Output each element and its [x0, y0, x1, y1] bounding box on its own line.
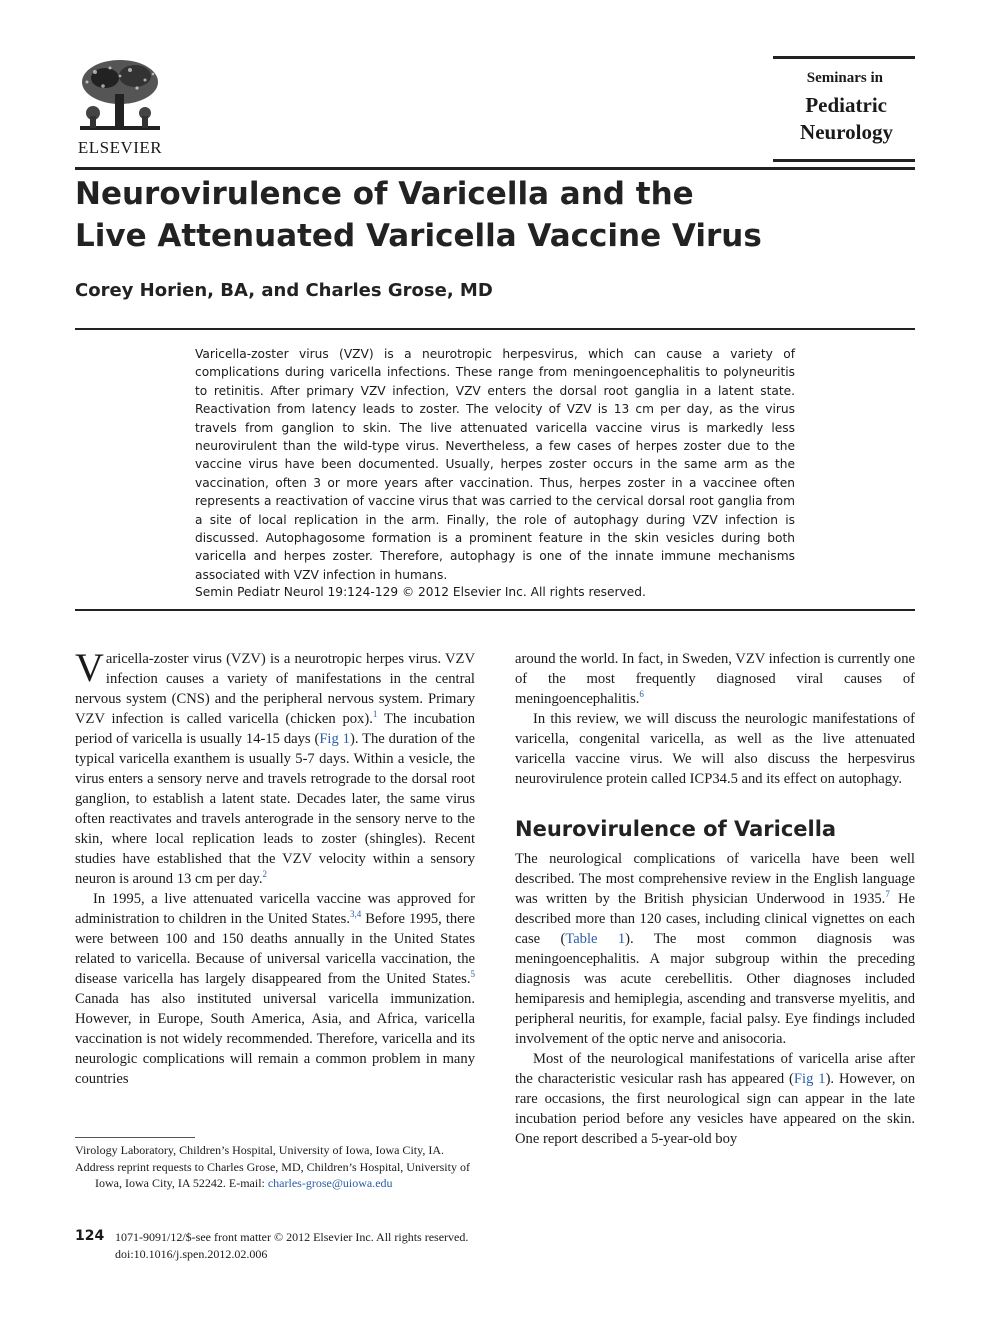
- journal-masthead: [773, 56, 915, 162]
- body-paragraph: In this review, we will discuss the neurologic manifestations of varicella, congenital varicella, as well as the live attenuated varicella vaccine virus. We will also discuss the herpesvirus neurovirulence protein called ICP34.5 and its effect on autophagy.: [515, 711, 915, 787]
- article-title-line2: Live Attenuated Varicella Vaccine Virus: [75, 218, 762, 254]
- reference-link[interactable]: 5: [470, 969, 475, 980]
- table-link[interactable]: Table 1: [565, 931, 626, 947]
- reference-link[interactable]: 1: [372, 709, 378, 720]
- affiliation-line: Virology Laboratory, Children’s Hospital, University of Iowa, Iowa City, IA.: [75, 1143, 444, 1157]
- abstract-text: Varicella-zoster virus (VZV) is a neurotropic herpesvirus, which can cause a variety of complications during varicella infections. These range from meningoencephalitis to polyneuritis to retinitis. After primary VZV infection, VZV enters the dorsal root ganglia in a latent state. Reactivation from latency leads to zoster. The velocity of VZV is 13 cm per day, as the virus travels from ganglion to skin. The live attenuated varicella vaccine virus is markedly less neurovirulent than the wild-type virus. Nevertheless, a few cases of herpes zoster due to the vaccine virus have been documented. Usually, herpes zoster occurs in the same arm as the vaccination, often 3 or more years after vaccination. Thus, herpes zoster in a vaccinee often represents a reactivation of vaccine virus that was carried to the cervical dorsal root ganglia from a site of local replication in the arm. Finally, the role of autophagy during VZV infection is discussed. Autophagosome formation is a prominent feature in the skin vesicles during both varicella and herpes zoster. Therefore, autophagy is one of the innate immune mechanisms associated with VZV infection in humans.: [195, 347, 795, 582]
- reference-link[interactable]: 7: [885, 889, 890, 900]
- body-paragraph: In 1995, a live attenuated varicella vaccine was approved for administration to children in the United States.$^{3,4}$ Before 1995, there were between 100 and 150 deaths annually in the United States related to varicella. Because of universal varicella vaccination, the disease varicella has largely disappeared from the United States.$^5$ Canada has also instituted universal varicella immunization. However, in Europe, South America, Asia, and Africa, varicella vaccination is not widely recommended. Therefore, varicella and its neurologic complications will remain a common problem in many countries: [75, 891, 475, 1087]
- doi-line: doi:10.1016/j.spen.2012.02.006: [115, 1246, 268, 1261]
- figure-link[interactable]: Fig 1: [793, 1071, 826, 1087]
- article-title-line1: Neurovirulence of Varicella and the: [75, 176, 694, 212]
- page-number: 124: [75, 1228, 105, 1244]
- affiliation-footnote: [75, 1142, 475, 1192]
- journal-title-line1: Seminars in: [806, 70, 883, 86]
- footnote-rule: [75, 1137, 195, 1138]
- drop-cap: V: [75, 645, 104, 690]
- article-title: [75, 173, 835, 257]
- body-column-left: [75, 645, 475, 1089]
- copyright-line: 1071-9091/12/$-see front matter © 2012 Elsevier Inc. All rights reserved.: [115, 1230, 469, 1244]
- email-link[interactable]: charles-grose@uiowa.edu: [267, 1176, 393, 1190]
- abstract-rule-bottom: [75, 609, 915, 611]
- section-heading: Neurovirulence of Varicella: [515, 817, 837, 841]
- body-column-right: [515, 649, 915, 1149]
- body-paragraph: Varicella-zoster virus (VZV) is a neurotropic herpes virus. VZV infection causes a variety of manifestations in the central nervous system (CNS) and the peripheral nervous system. Primary VZV infection is called varicella (chicken pox).$^1$ The incubation period of varicella is usually 14-15 days (Fig 1). The duration of the typical varicella exanthem is usually 5-7 days. Within a vesicle, the virus enters a sensory nerve and travels retrograde to the dorsal root ganglion, to establish a latent state. Decades later, the same virus often reactivates and travels anterograde in the sensory nerve to the skin, where local replication leads to zoster (shingles). Recent studies have established that the VZV velocity within a sensory neuron is around 13 cm per day.$^2$: [75, 645, 475, 887]
- reprint-address: Address reprint requests to Charles Grose, MD, Children’s Hospital, University of Iowa, Iowa City, IA 52242. E-mail: charles-grose@uiowa.edu: [75, 1159, 470, 1190]
- body-paragraph: around the world. In fact, in Sweden, VZV infection is currently one of the most frequently diagnosed viral causes of meningoencephalitis.$^6$: [515, 651, 915, 707]
- body-paragraph: The neurological complications of varicella have been well described. The most comprehensive review in the English language was written by the British physician Underwood in 1935.$^7$ He described more than 120 cases, including clinical vignettes on each case (Table 1). The most common diagnosis was meningoencephalitis. A major subgroup within the preceding diagnosis was acute cerebellitis. Other diagnoses included hemiparesis and hemiplegia, ascending and transverse myelitis, and peripheral neuritis, for example, facial palsy. Eye findings included involvement of the optic nerve and anisocoria.: [515, 851, 915, 1047]
- figure-link[interactable]: Fig 1: [319, 731, 350, 747]
- abstract-citation: Semin Pediatr Neurol 19:124-129 © 2012 Elsevier Inc. All rights reserved.: [195, 585, 646, 599]
- header-rule: [75, 167, 915, 170]
- reference-link[interactable]: 2: [262, 869, 268, 880]
- abstract-rule-top: [75, 328, 915, 330]
- article-authors: Corey Horien, BA, and Charles Grose, MD: [75, 280, 493, 301]
- copyright-footer: [115, 1229, 468, 1262]
- reference-link[interactable]: 3,4: [349, 909, 362, 920]
- publisher-name: ELSEVIER: [77, 138, 163, 157]
- journal-title-line2: Pediatric: [805, 93, 887, 117]
- body-paragraph: Most of the neurological manifestations of varicella arise after the characteristic vesicular rash has appeared (Fig 1). However, on rare occasions, the first neurological sign can appear in the late incubation period before any vesicles have appeared on the skin. One report described a 5-year-old boy: [515, 1051, 915, 1147]
- reference-link[interactable]: 6: [639, 689, 644, 700]
- journal-title-line3: Neurology: [800, 120, 893, 144]
